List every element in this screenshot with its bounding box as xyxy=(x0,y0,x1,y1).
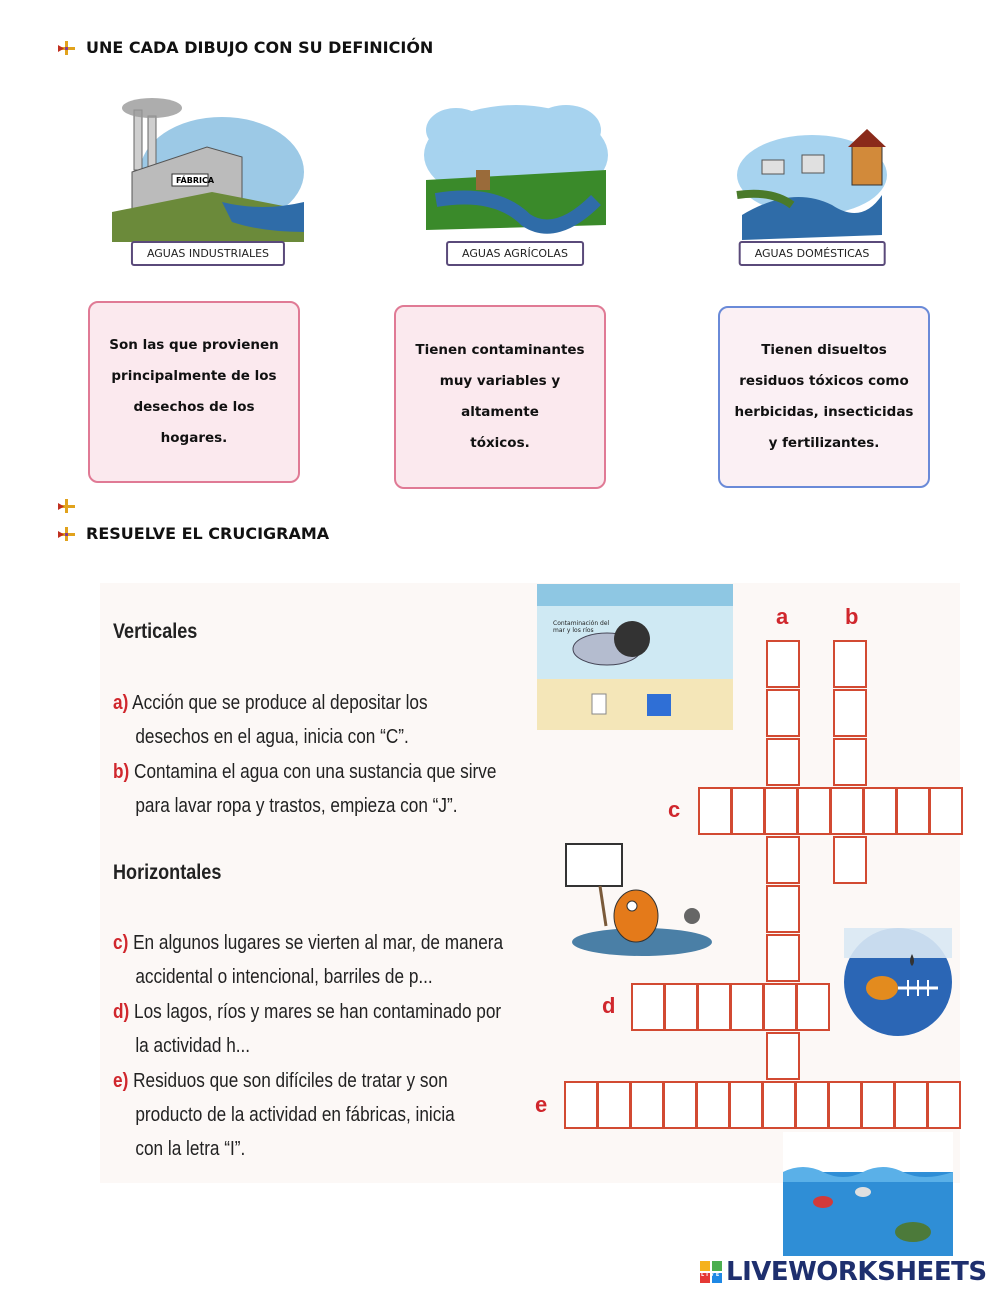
cell-b-2[interactable] xyxy=(833,689,867,737)
protest-fish-illustration xyxy=(562,838,726,960)
cell-e-12[interactable] xyxy=(927,1081,961,1129)
cell-b-5[interactable] xyxy=(833,836,867,884)
definition-2-line-4: tóxicos. xyxy=(470,435,530,451)
globe-fish-illustration xyxy=(842,926,954,1038)
definition-2-line-2: muy variables y xyxy=(439,373,561,389)
cell-e-4[interactable] xyxy=(663,1081,697,1129)
clue-e-line-1: Residuos que son difíciles de tratar y son xyxy=(133,1070,448,1092)
cell-d-3[interactable] xyxy=(697,983,731,1031)
heading-crossword-text: RESUELVE EL CRUCIGRAMA xyxy=(86,524,330,543)
clue-d-line-2: la actividad h... xyxy=(135,1035,251,1057)
clue-b xyxy=(113,755,496,823)
clue-e-line-2: producto de la actividad en fábricas, inicia xyxy=(135,1104,455,1126)
grid-label-d: d xyxy=(602,993,616,1018)
horizontales-title: Horizontales xyxy=(113,861,222,884)
grid-label-b: b xyxy=(845,604,859,629)
verticales-title: Verticales xyxy=(113,620,198,643)
cell-a-7[interactable] xyxy=(766,934,800,982)
cell-e-5[interactable] xyxy=(696,1081,730,1129)
liveworksheets-logo[interactable] xyxy=(700,1257,987,1287)
clue-a-line-2: desechos en el agua, inicia con “C”. xyxy=(135,726,409,748)
fish-skeleton-icon xyxy=(842,926,954,1038)
cell-c-3[interactable] xyxy=(764,787,798,835)
cell-a-1[interactable] xyxy=(766,640,800,688)
sea-pollution-illustration xyxy=(537,584,733,730)
cell-d-1[interactable] xyxy=(631,983,665,1031)
cell-d-5[interactable] xyxy=(763,983,797,1031)
clue-c-line-1: En algunos lugares se vierten al mar, de manera xyxy=(133,932,504,954)
definition-3-line-1: Tienen disueltos xyxy=(761,342,887,358)
house-icon xyxy=(732,125,892,245)
definition-1-line-2: principalmente de los xyxy=(111,368,277,384)
clue-c-line-2: accidental o intencional, barriles de p... xyxy=(135,966,433,988)
cell-d-6[interactable] xyxy=(796,983,830,1031)
definition-1-line-3: desechos de los xyxy=(133,399,255,415)
heading-match-text: UNE CADA DIBUJO CON SU DEFINICIÓN xyxy=(86,38,434,57)
domestic-picture xyxy=(732,125,892,270)
brand-text: LIVEWORKSHEETS xyxy=(726,1257,987,1287)
domestic-label: AGUAS DOMÉSTICAS xyxy=(739,241,886,266)
cell-e-1[interactable] xyxy=(564,1081,598,1129)
cell-e-7[interactable] xyxy=(762,1081,796,1129)
definition-1-line-1: Son las que provienen xyxy=(109,337,279,353)
cell-c-1[interactable] xyxy=(698,787,732,835)
protest-fish-icon xyxy=(562,838,726,960)
cell-c-8[interactable] xyxy=(929,787,963,835)
grid-label-c: c xyxy=(668,797,681,822)
cell-e-2[interactable] xyxy=(597,1081,631,1129)
cell-a-3[interactable] xyxy=(766,738,800,786)
grid-label-e: e xyxy=(535,1092,548,1117)
clue-d-letter: d) xyxy=(113,1001,130,1023)
industrial-picture xyxy=(112,92,304,270)
clue-e-letter: e) xyxy=(113,1070,129,1092)
cell-c-4[interactable] xyxy=(797,787,831,835)
ocean-trash-illustration xyxy=(783,1132,953,1256)
clue-e-line-3: con la letra “I”. xyxy=(135,1138,246,1160)
heading-match xyxy=(58,38,433,57)
grid-label-a: a xyxy=(776,604,789,629)
industrial-label: AGUAS INDUSTRIALES xyxy=(131,241,285,266)
cell-e-6[interactable] xyxy=(729,1081,763,1129)
clue-b-letter: b) xyxy=(113,761,130,783)
clue-d xyxy=(113,995,501,1063)
cell-a-2[interactable] xyxy=(766,689,800,737)
definition-3-line-2: residuos tóxicos como xyxy=(739,373,909,389)
arrow-bullet-icon xyxy=(58,527,76,541)
sea-pollution-caption: Contaminación del mar y los ríos xyxy=(553,620,610,634)
cell-b-1[interactable] xyxy=(833,640,867,688)
cell-b-3[interactable] xyxy=(833,738,867,786)
cell-d-2[interactable] xyxy=(664,983,698,1031)
arrow-bullet-icon xyxy=(58,499,76,513)
definition-2-line-3: altamente xyxy=(461,404,539,420)
definition-box-1[interactable] xyxy=(88,301,300,483)
cell-a-6[interactable] xyxy=(766,885,800,933)
cell-c-5[interactable] xyxy=(830,787,864,835)
cell-c-6[interactable] xyxy=(863,787,897,835)
definition-box-3[interactable] xyxy=(718,306,930,488)
clue-a xyxy=(113,686,428,754)
definition-3-line-3: herbicidas, insecticidas xyxy=(734,404,914,420)
cell-d-4[interactable] xyxy=(730,983,764,1031)
ocean-trash-icon xyxy=(783,1132,953,1256)
definition-2-line-1: Tienen contaminantes xyxy=(415,342,585,358)
clue-b-line-2: para lavar ropa y trastos, empieza con “J”. xyxy=(135,795,458,817)
empty-bullet-line xyxy=(58,499,76,513)
logo-badge: LIVE xyxy=(701,1272,722,1278)
cell-c-7[interactable] xyxy=(896,787,930,835)
definition-box-2[interactable] xyxy=(394,305,606,489)
cell-e-3[interactable] xyxy=(630,1081,664,1129)
cell-e-10[interactable] xyxy=(861,1081,895,1129)
farm-icon xyxy=(416,100,614,240)
factory-icon xyxy=(112,92,304,242)
cell-e-9[interactable] xyxy=(828,1081,862,1129)
agricultural-label: AGUAS AGRÍCOLAS xyxy=(446,241,584,266)
cell-e-11[interactable] xyxy=(894,1081,928,1129)
clue-c-letter: c) xyxy=(113,932,129,954)
definition-1-line-4: hogares. xyxy=(160,430,228,446)
clue-b-line-1: Contamina el agua con una sustancia que sirve xyxy=(134,761,497,783)
sea-pollution-icon xyxy=(537,584,733,730)
cell-e-8[interactable] xyxy=(795,1081,829,1129)
clue-d-line-1: Los lagos, ríos y mares se han contaminado por xyxy=(134,1001,502,1023)
cell-c-2[interactable] xyxy=(731,787,765,835)
heading-crossword xyxy=(58,524,329,543)
cell-a-5[interactable] xyxy=(766,836,800,884)
clue-a-line-1: Acción que se produce al depositar los xyxy=(132,692,428,714)
clue-a-letter: a) xyxy=(113,692,129,714)
cell-a-9[interactable] xyxy=(766,1032,800,1080)
definition-3-line-4: y fertilizantes. xyxy=(768,435,880,451)
clue-e xyxy=(113,1064,455,1166)
clue-c xyxy=(113,926,503,994)
agricultural-picture xyxy=(416,100,614,270)
factory-sign: FÁBRICA xyxy=(176,176,215,185)
arrow-bullet-icon xyxy=(58,41,76,55)
